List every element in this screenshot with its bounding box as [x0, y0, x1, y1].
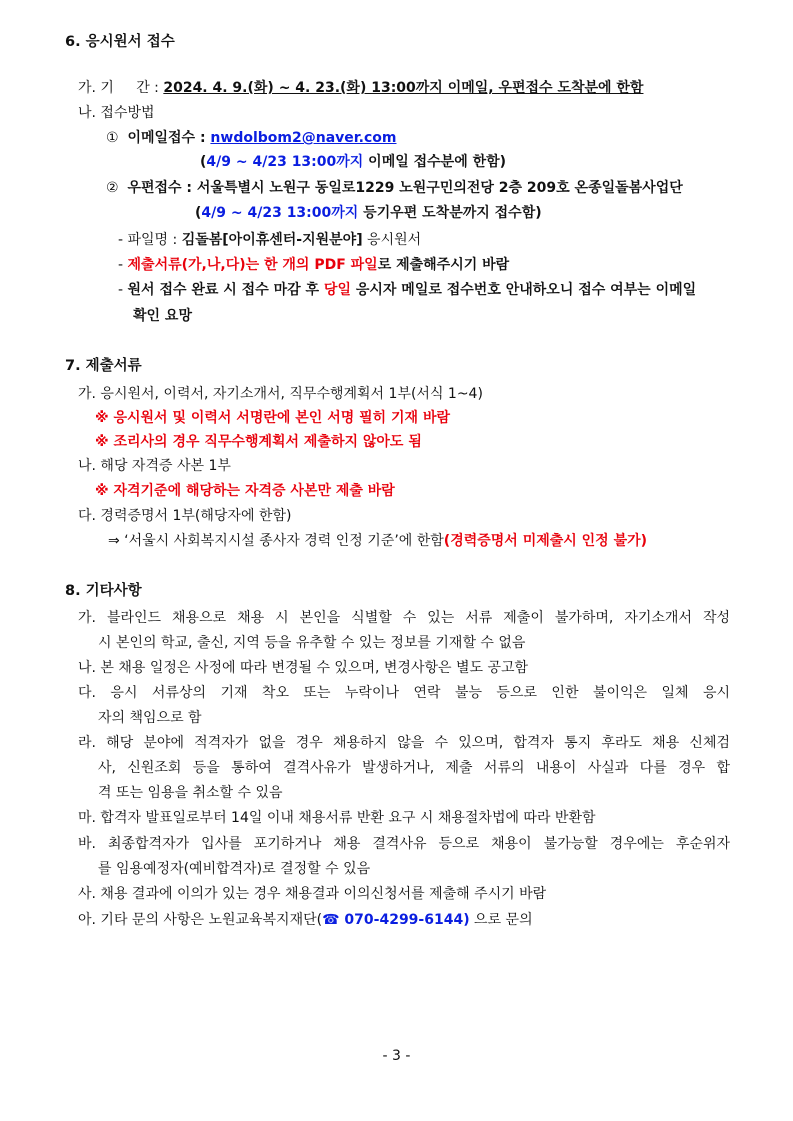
- text-line: [118, 281, 696, 299]
- text-line: [118, 256, 509, 274]
- text-segment: 시 본인의 학교, 출신, 지역 등을 유추할 수 있는 정보를 기재할 수 없음: [98, 635, 526, 651]
- email-link[interactable]: nwdolbom2@naver.com: [210, 130, 397, 146]
- text-segment: 등기우편 도착분까지 접수함): [358, 205, 542, 221]
- text-line: [78, 609, 730, 627]
- text-line: [98, 634, 525, 652]
- text-line: [98, 784, 283, 802]
- text-segment: 사. 채용 결과에 이의가 있는 경우 채용결과 이의신청서를 제출해 주시기 바람: [78, 886, 547, 902]
- text-line: [78, 734, 730, 752]
- emphasis-text: (경력증명서 미제출시 인정 불가): [443, 533, 648, 549]
- text-segment: 4/9 ~ 4/23 13:00까지: [206, 154, 364, 170]
- emphasis-text: 당일: [323, 282, 351, 298]
- text-line: [78, 507, 291, 525]
- text-segment: 4/9 ~ 4/23 13:00까지: [201, 205, 359, 221]
- text-line: [78, 104, 155, 122]
- text-segment: 8. 기타사항: [65, 583, 142, 599]
- text-line: [78, 885, 546, 903]
- text-segment: 나. 해당 자격증 사본 1부: [78, 458, 231, 474]
- text-segment: 확인 요망: [133, 308, 192, 324]
- text-segment: -: [118, 257, 128, 273]
- section-heading: [65, 582, 142, 600]
- text-segment: 격 또는 임용을 취소할 수 있음: [98, 785, 283, 801]
- text-segment: ②: [106, 180, 128, 196]
- text-segment: 로 제출해주시기 바람: [377, 257, 510, 273]
- text-line: [78, 684, 730, 702]
- text-segment: -: [118, 282, 128, 298]
- text-segment: 가. 블라인드 채용으로 채용 시 본인을 식별할 수 있는 서류 제출이 불가하며, 자기소개서 작성: [78, 610, 730, 626]
- text-line: [95, 433, 422, 451]
- text-segment: 아. 기타 문의 사항은 노원교육복지재단(: [78, 912, 323, 928]
- text-segment: ☎ 070-4299-6144): [322, 912, 470, 928]
- text-line: [106, 179, 683, 197]
- text-line: [78, 457, 231, 475]
- text-line: [118, 231, 421, 249]
- text-segment: (: [200, 154, 207, 170]
- text-segment: 원서 접수 완료 시 접수 마감 후: [127, 282, 324, 298]
- text-line: [98, 709, 202, 727]
- text-line: [106, 129, 397, 147]
- text-segment: 이메일접수 :: [127, 130, 211, 146]
- text-segment: 라. 해당 분야에 적격자가 없을 경우 채용하지 않을 수 있으며, 합격자 통지 후라도 채용 신체검: [78, 735, 730, 751]
- text-line: [78, 809, 596, 827]
- text-line: [78, 835, 730, 853]
- text-segment: 7. 제출서류: [65, 358, 142, 374]
- page-number: - 3 -: [382, 1048, 411, 1064]
- text-segment: 마. 합격자 발표일로부터 14일 이내 채용서류 반환 요구 시 채용절차법에 따라 반환함: [78, 810, 596, 826]
- text-segment: 다. 응시 서류상의 기재 착오 또는 누락이나 연락 불능 등으로 인한 불이익은 일체 응시: [78, 685, 730, 701]
- section-heading: [65, 357, 142, 375]
- emphasis-text: 제출서류(가,나,다)는 한 개의 PDF 파일: [127, 257, 378, 273]
- text-segment: 를 임용예정자(예비합격자)로 결정할 수 있음: [98, 861, 371, 877]
- text-line: [78, 385, 483, 403]
- emphasis-text: ※ 응시원서 및 이력서 서명란에 본인 서명 필히 기재 바람: [95, 410, 451, 426]
- emphasis-text: ※ 자격기준에 해당하는 자격증 사본만 제출 바람: [95, 483, 395, 499]
- text-segment: 으로 문의: [469, 912, 533, 928]
- text-segment: 응시원서: [362, 232, 422, 248]
- text-segment: ⇒ ‘서울시 사회복지시설 종사자 경력 인정 기준’에 한함: [108, 533, 444, 549]
- text-segment: 응시자 메일로 접수번호 안내하오니 접수 여부는 이메일: [350, 282, 697, 298]
- text-segment: 자의 책임으로 함: [98, 710, 202, 726]
- text-line: [78, 911, 533, 929]
- text-segment: 다. 경력증명서 1부(해당자에 한함): [78, 508, 292, 524]
- text-line: [98, 860, 370, 878]
- text-line: [195, 204, 542, 222]
- text-segment: 이메일 접수분에 한함): [363, 154, 507, 170]
- text-segment: 가. 기 간 :: [78, 80, 164, 96]
- text-segment: 김돌봄[아이휴센터-지원분야]: [181, 232, 363, 248]
- text-segment: 바. 최종합격자가 입사를 포기하거나 채용 결격사유 등으로 채용이 불가능할 경우에는 후순위자: [78, 836, 730, 852]
- text-segment: 가. 응시원서, 이력서, 자기소개서, 직무수행계획서 1부(서식 1~4): [78, 386, 483, 402]
- section-heading: [65, 33, 175, 51]
- text-segment: 사, 신원조회 등을 통하여 결격사유가 발생하거나, 제출 서류의 내용이 사실과 다를 경우 합: [98, 760, 730, 776]
- text-segment: 나. 본 채용 일정은 사정에 따라 변경될 수 있으며, 변경사항은 별도 공고함: [78, 660, 529, 676]
- text-line: [200, 153, 506, 171]
- text-segment: - 파일명 :: [118, 232, 182, 248]
- text-line: [98, 759, 730, 777]
- text-line: [78, 79, 643, 97]
- text-line: [133, 307, 192, 325]
- text-segment: 2024. 4. 9.(화) ~ 4. 23.(화) 13:00까지 이메일, 우편접수 도착분에 한함: [163, 80, 644, 96]
- text-line: [78, 659, 528, 677]
- text-segment: 우편접수 : 서울특별시 노원구 동일로1229 노원구민의전당 2층 209호 온종일돌봄사업단: [127, 180, 683, 196]
- text-segment: 6. 응시원서 접수: [65, 34, 175, 50]
- text-segment: (: [195, 205, 202, 221]
- emphasis-text: ※ 조리사의 경우 직무수행계획서 제출하지 않아도 됨: [95, 434, 422, 450]
- text-segment: ①: [106, 130, 128, 146]
- text-line: [95, 482, 395, 500]
- text-line: [108, 532, 647, 550]
- text-segment: 나. 접수방법: [78, 105, 155, 121]
- text-line: [95, 409, 450, 427]
